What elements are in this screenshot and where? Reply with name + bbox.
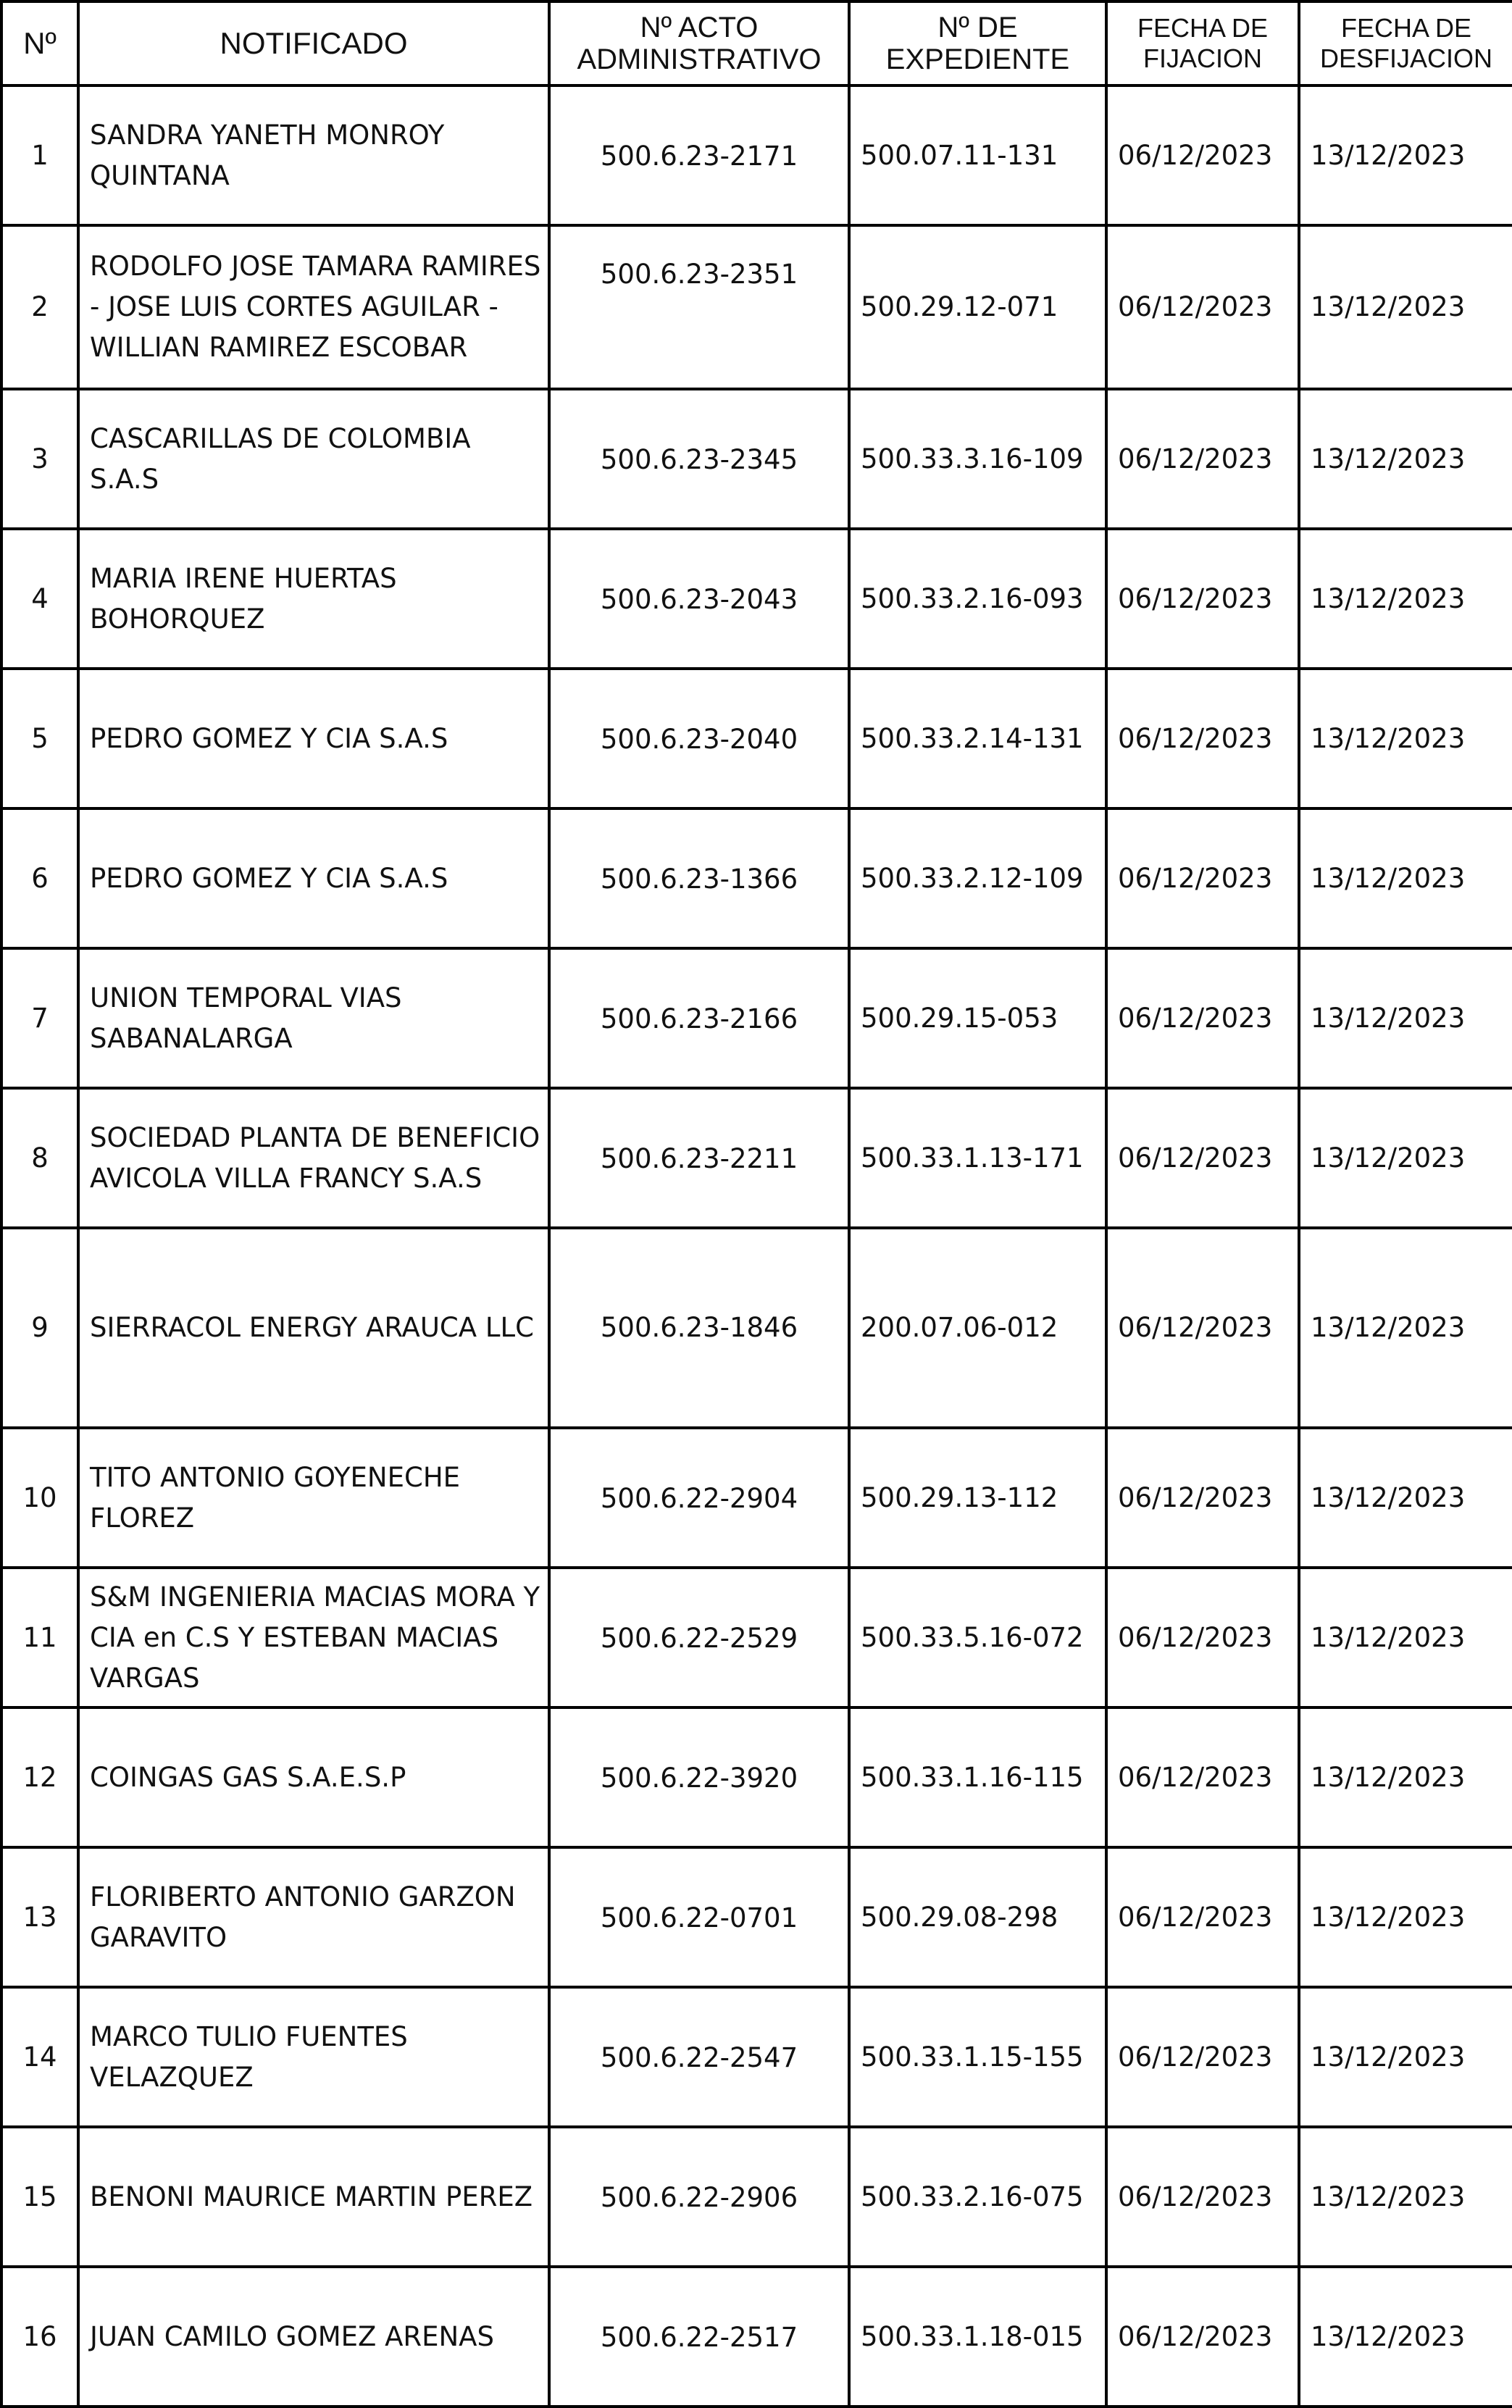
row-number: 13 <box>1 1847 78 1987</box>
row-notificado: PEDRO GOMEZ Y CIA S.A.S <box>78 669 549 808</box>
row-acto: 500.6.23-2171 <box>549 85 849 225</box>
row-desfijacion: 13/12/2023 <box>1299 948 1512 1088</box>
row-notificado: TITO ANTONIO GOYENECHE FLOREZ <box>78 1428 549 1568</box>
row-number: 7 <box>1 948 78 1088</box>
row-fijacion: 06/12/2023 <box>1106 2127 1299 2267</box>
table-row <box>1 529 1512 669</box>
row-expediente: 500.33.2.16-093 <box>849 529 1106 669</box>
row-number: 1 <box>1 85 78 225</box>
row-fijacion: 06/12/2023 <box>1106 1088 1299 1228</box>
row-acto: 500.6.22-2517 <box>549 2267 849 2407</box>
row-desfijacion: 13/12/2023 <box>1299 2127 1512 2267</box>
row-notificado: MARCO TULIO FUENTES VELAZQUEZ <box>78 1987 549 2127</box>
row-number: 4 <box>1 529 78 669</box>
row-number: 15 <box>1 2127 78 2267</box>
row-fijacion: 06/12/2023 <box>1106 1228 1299 1428</box>
row-number: 14 <box>1 1987 78 2127</box>
row-fijacion: 06/12/2023 <box>1106 1428 1299 1568</box>
row-notificado: S&M INGENIERIA MACIAS MORA Y CIA en C.S Y ESTEBAN MACIAS VARGAS <box>78 1568 549 1707</box>
table-row <box>1 1847 1512 1987</box>
row-fijacion: 06/12/2023 <box>1106 1847 1299 1987</box>
row-desfijacion: 13/12/2023 <box>1299 1847 1512 1987</box>
row-desfijacion: 13/12/2023 <box>1299 1088 1512 1228</box>
row-acto: 500.6.22-2906 <box>549 2127 849 2267</box>
row-fijacion: 06/12/2023 <box>1106 1987 1299 2127</box>
row-expediente: 500.33.2.14-131 <box>849 669 1106 808</box>
header-expediente-line2: EXPEDIENTE <box>885 43 1070 75</box>
table-row <box>1 669 1512 808</box>
header-desfijacion-line2: DESFIJACION <box>1319 43 1493 73</box>
row-number: 3 <box>1 389 78 529</box>
row-expediente: 500.33.1.15-155 <box>849 1987 1106 2127</box>
row-acto: 500.6.23-2166 <box>549 948 849 1088</box>
table-row <box>1 808 1512 948</box>
header-acto-line2: ADMINISTRATIVO <box>577 43 822 75</box>
header-desfijacion <box>1299 1 1512 85</box>
row-number: 12 <box>1 1707 78 1847</box>
table-row <box>1 1088 1512 1228</box>
table-header-row <box>1 1 1512 85</box>
row-expediente: 500.29.13-112 <box>849 1428 1106 1568</box>
row-number: 5 <box>1 669 78 808</box>
row-notificado: CASCARILLAS DE COLOMBIA S.A.S <box>78 389 549 529</box>
row-desfijacion: 13/12/2023 <box>1299 2267 1512 2407</box>
row-notificado: FLORIBERTO ANTONIO GARZON GARAVITO <box>78 1847 549 1987</box>
row-acto: 500.6.23-1366 <box>549 808 849 948</box>
header-desfijacion-line1: FECHA DE <box>1340 13 1472 43</box>
row-acto: 500.6.22-2529 <box>549 1568 849 1707</box>
row-acto: 500.6.22-0701 <box>549 1847 849 1987</box>
row-fijacion: 06/12/2023 <box>1106 1568 1299 1707</box>
row-fijacion: 06/12/2023 <box>1106 389 1299 529</box>
row-notificado: PEDRO GOMEZ Y CIA S.A.S <box>78 808 549 948</box>
row-expediente: 500.29.08-298 <box>849 1847 1106 1987</box>
table-row <box>1 1568 1512 1707</box>
row-desfijacion: 13/12/2023 <box>1299 1568 1512 1707</box>
table-row <box>1 1987 1512 2127</box>
row-acto: 500.6.23-2345 <box>549 389 849 529</box>
row-expediente: 500.33.1.18-015 <box>849 2267 1106 2407</box>
row-fijacion: 06/12/2023 <box>1106 808 1299 948</box>
table-row <box>1 85 1512 225</box>
row-notificado: MARIA IRENE HUERTAS BOHORQUEZ <box>78 529 549 669</box>
row-expediente: 500.29.12-071 <box>849 225 1106 389</box>
row-acto: 500.6.22-2547 <box>549 1987 849 2127</box>
table-row <box>1 1428 1512 1568</box>
row-expediente: 500.33.5.16-072 <box>849 1568 1106 1707</box>
table-row <box>1 389 1512 529</box>
row-expediente: 500.33.3.16-109 <box>849 389 1106 529</box>
row-number: 6 <box>1 808 78 948</box>
row-fijacion: 06/12/2023 <box>1106 85 1299 225</box>
row-number: 2 <box>1 225 78 389</box>
row-desfijacion: 13/12/2023 <box>1299 1428 1512 1568</box>
row-number: 8 <box>1 1088 78 1228</box>
row-expediente: 500.29.15-053 <box>849 948 1106 1088</box>
row-desfijacion: 13/12/2023 <box>1299 669 1512 808</box>
row-notificado: JUAN CAMILO GOMEZ ARENAS <box>78 2267 549 2407</box>
row-notificado: BENONI MAURICE MARTIN PEREZ <box>78 2127 549 2267</box>
row-expediente: 500.33.2.12-109 <box>849 808 1106 948</box>
header-acto <box>549 1 849 85</box>
row-desfijacion: 13/12/2023 <box>1299 808 1512 948</box>
row-desfijacion: 13/12/2023 <box>1299 225 1512 389</box>
row-notificado: COINGAS GAS S.A.E.S.P <box>78 1707 549 1847</box>
row-acto: 500.6.22-3920 <box>549 1707 849 1847</box>
header-expediente-line1: Nº DE <box>937 12 1018 43</box>
header-notificado: NOTIFICADO <box>78 1 549 85</box>
row-acto: 500.6.22-2904 <box>549 1428 849 1568</box>
table-row <box>1 1707 1512 1847</box>
row-expediente: 500.33.1.13-171 <box>849 1088 1106 1228</box>
row-fijacion: 06/12/2023 <box>1106 1707 1299 1847</box>
header-no: Nº <box>1 1 78 85</box>
row-expediente: 500.33.1.16-115 <box>849 1707 1106 1847</box>
table-row <box>1 1228 1512 1428</box>
row-acto: 500.6.23-2351 <box>549 225 849 389</box>
header-fijacion-line1: FECHA DE <box>1137 13 1269 43</box>
row-fijacion: 06/12/2023 <box>1106 948 1299 1088</box>
row-notificado: SIERRACOL ENERGY ARAUCA LLC <box>78 1228 549 1428</box>
row-acto: 500.6.23-2043 <box>549 529 849 669</box>
header-fijacion-line2: FIJACION <box>1143 43 1262 73</box>
header-acto-line1: Nº ACTO <box>640 12 759 43</box>
row-desfijacion: 13/12/2023 <box>1299 1228 1512 1428</box>
table-row <box>1 948 1512 1088</box>
row-expediente: 500.33.2.16-075 <box>849 2127 1106 2267</box>
row-acto: 500.6.23-1846 <box>549 1228 849 1428</box>
row-notificado: SANDRA YANETH MONROY QUINTANA <box>78 85 549 225</box>
row-desfijacion: 13/12/2023 <box>1299 389 1512 529</box>
row-desfijacion: 13/12/2023 <box>1299 529 1512 669</box>
row-number: 10 <box>1 1428 78 1568</box>
row-desfijacion: 13/12/2023 <box>1299 85 1512 225</box>
row-fijacion: 06/12/2023 <box>1106 529 1299 669</box>
table-row <box>1 2267 1512 2407</box>
row-fijacion: 06/12/2023 <box>1106 225 1299 389</box>
row-notificado: SOCIEDAD PLANTA DE BENEFICIO AVICOLA VILLA FRANCY S.A.S <box>78 1088 549 1228</box>
row-expediente: 500.07.11-131 <box>849 85 1106 225</box>
table-row <box>1 225 1512 389</box>
row-acto: 500.6.23-2040 <box>549 669 849 808</box>
row-desfijacion: 13/12/2023 <box>1299 1707 1512 1847</box>
row-fijacion: 06/12/2023 <box>1106 669 1299 808</box>
row-number: 16 <box>1 2267 78 2407</box>
row-fijacion: 06/12/2023 <box>1106 2267 1299 2407</box>
row-desfijacion: 13/12/2023 <box>1299 1987 1512 2127</box>
row-number: 9 <box>1 1228 78 1428</box>
row-notificado: UNION TEMPORAL VIAS SABANALARGA <box>78 948 549 1088</box>
row-number: 11 <box>1 1568 78 1707</box>
header-expediente <box>849 1 1106 85</box>
row-notificado: RODOLFO JOSE TAMARA RAMIRES - JOSE LUIS CORTES AGUILAR - WILLIAN RAMIREZ ESCOBAR <box>78 225 549 389</box>
table-row <box>1 2127 1512 2267</box>
row-expediente: 200.07.06-012 <box>849 1228 1106 1428</box>
row-acto: 500.6.23-2211 <box>549 1088 849 1228</box>
header-fijacion <box>1106 1 1299 85</box>
